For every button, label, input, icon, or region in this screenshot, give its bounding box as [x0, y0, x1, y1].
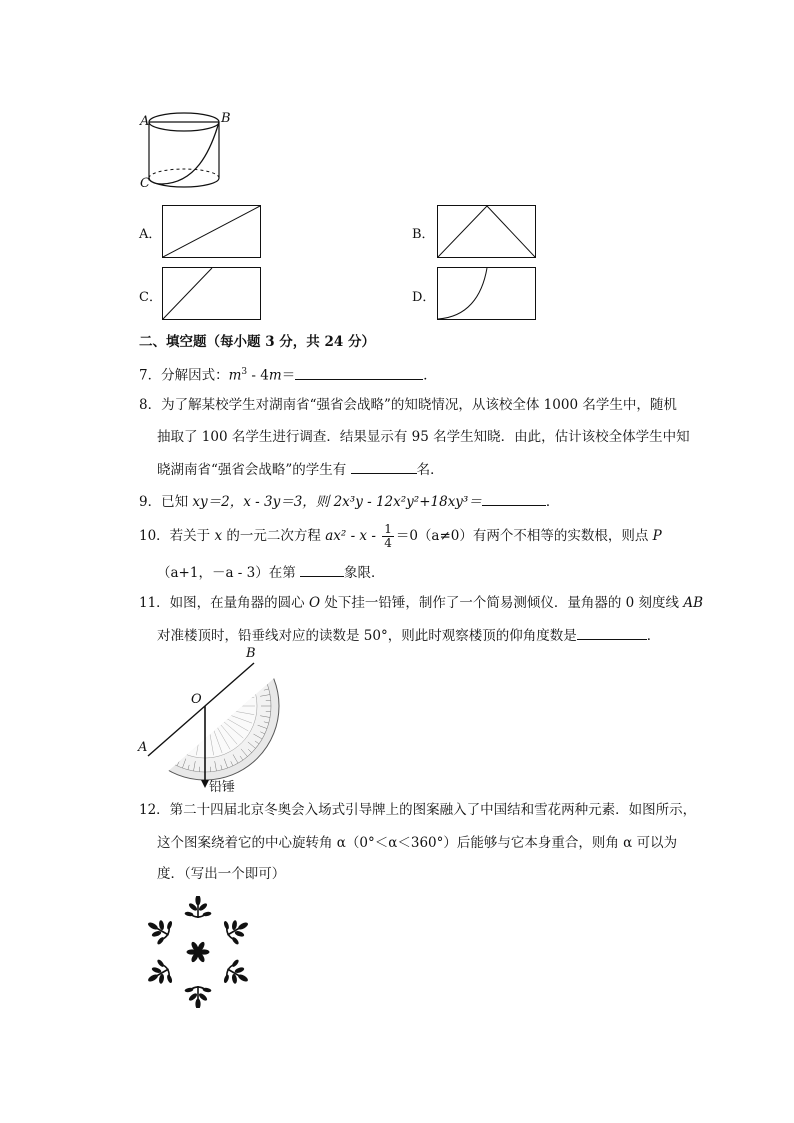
snowflake-arm: [141, 957, 175, 992]
protractor-tick: [158, 659, 162, 663]
protractor-tick: [221, 646, 222, 647]
snowflake-leaf: [147, 921, 159, 931]
protractor-tick: [141, 689, 146, 690]
protractor-tick: [151, 668, 155, 671]
protractor-figure: [140, 646, 290, 794]
fraction-one-quarter: $\frac{1}{4}$: [384, 522, 392, 550]
section-heading: 二、填空题（每小题 3 分，共 24 分）: [139, 334, 375, 350]
question-12-line-3: 度．（写出一个即可）: [157, 866, 286, 882]
snowflake-leaf: [156, 936, 165, 945]
question-12-line-1: 12．第二十四届北京冬奥会入场式引导牌上的图案融入了中国结和雪花两种元素．如图所示，: [139, 802, 697, 818]
snowflake-arm: [221, 911, 255, 946]
protractor-tick: [163, 655, 169, 663]
snowflake-leaf: [195, 999, 200, 1009]
protractor-tick: [188, 646, 189, 647]
protractor-tick: [154, 664, 162, 670]
snowflake-leaf: [231, 958, 240, 967]
protractor-tick: [163, 749, 169, 757]
snowflake-leaf: [166, 920, 173, 930]
q9-answer-blank[interactable]: [482, 491, 546, 506]
question-10-line-2: （a+1，－a - 3）在第 象限．: [157, 562, 385, 583]
protractor-tick: [194, 646, 196, 651]
snowflake-arm: [184, 986, 211, 1008]
snowflake-leaf: [237, 921, 249, 931]
question-12-line-2: 这个图案绕着它的中心旋转角 α（0°＜α＜360°）后能够与它本身重合，则角 α 可以为: [157, 835, 678, 851]
option-a-label: A．: [139, 227, 162, 242]
question-9: 9．已知 xy＝2，x - 3y＝3，则 2x³y - 12x²y²+18xy³＝ ．: [139, 491, 559, 512]
protractor-ray: [196, 657, 203, 696]
protractor-tick: [148, 673, 157, 678]
option-d-figure: [437, 267, 537, 321]
protractor-ray: [156, 697, 195, 704]
protractor-tick: [172, 754, 177, 763]
question-8-line-1: 8．为了解某校学生对湖南省“强省会战略”的知晓情况，从该校全体 1000 名学生中，随机: [139, 397, 677, 413]
protractor-ray: [173, 714, 199, 745]
question-8-line-3: 晓湖南省“强省会战略”的学生有 名．: [157, 459, 444, 480]
q10-answer-blank[interactable]: [300, 562, 344, 577]
plumb-label: 铅锤: [209, 780, 236, 795]
protractor-tick: [240, 652, 243, 656]
protractor-tick: [143, 683, 152, 686]
protractor-label-b: B: [246, 646, 256, 661]
protractor-tick: [148, 734, 157, 739]
option-a-figure: [162, 205, 262, 259]
protractor-tick: [215, 646, 217, 651]
snowflake-pattern: [140, 896, 256, 1008]
snowflake-leaf: [223, 920, 230, 930]
protractor-tick: [145, 732, 150, 734]
protractor-tick: [141, 722, 146, 723]
question-8-line-2: 抽取了 100 名学生进行调查．结果显示有 95 名学生知晓．由此，估计该校全体学生中知: [157, 429, 690, 445]
protractor-tick: [233, 649, 238, 658]
snowflake-leaf: [166, 974, 173, 984]
snowflake-center: [195, 949, 201, 955]
protractor-tick: [140, 716, 150, 718]
protractor-tick: [140, 695, 150, 697]
question-11-line-2: 对准楼顶时，铅垂线对应的读数是 50°，则此时观察楼顶的仰角度数是 ．: [157, 625, 660, 646]
snowflake-leaf: [195, 896, 200, 906]
cylinder-label-b: B: [221, 111, 231, 126]
snowflake-arm: [141, 911, 175, 946]
protractor-tick: [182, 646, 185, 653]
snowflake-arm: [184, 896, 211, 918]
protractor-ray: [208, 659, 222, 697]
protractor-ray: [158, 689, 196, 703]
protractor-tick: [167, 756, 170, 760]
protractor-tick: [143, 725, 152, 728]
protractor-ray: [158, 709, 196, 723]
option-b-label: B．: [412, 227, 435, 242]
snowflake-leaf: [223, 974, 230, 984]
protractor-tick: [260, 678, 265, 680]
option-c-figure: [162, 267, 262, 321]
protractor-tick: [177, 646, 179, 651]
snowflake-leaf: [147, 973, 159, 983]
protractor-tick: [151, 741, 155, 744]
snowflake-leaf: [156, 958, 165, 967]
protractor-tick: [145, 678, 150, 680]
option-d-label: D．: [412, 290, 436, 305]
protractor-label-o: O: [191, 692, 202, 707]
protractor-ray: [207, 657, 214, 696]
q8-answer-blank[interactable]: [351, 459, 417, 474]
protractor-ray: [211, 668, 237, 699]
question-7: 7．分解因式：$m^3 - 4m=$ ．: [139, 362, 437, 386]
protractor-tick: [231, 646, 233, 651]
protractor-tick: [224, 646, 227, 653]
q7-answer-blank[interactable]: [295, 365, 423, 380]
protractor-tick: [172, 649, 177, 658]
snowflake-leaf: [237, 973, 249, 983]
protractor-tick: [158, 749, 162, 753]
question-11-line-1: 11．如图，在量角器的圆心 O 处下挂一铅锤，制作了一个简易测倾仪．量角器的 0 刻度线 AB: [139, 595, 703, 611]
snowflake-arm: [221, 957, 255, 992]
protractor-ray: [188, 659, 202, 697]
protractor-tick: [253, 673, 262, 678]
protractor-ray: [156, 708, 195, 715]
option-b-figure: [437, 205, 537, 259]
protractor-ray: [214, 689, 252, 703]
protractor-tick: [167, 652, 170, 656]
snowflake-leaf: [231, 936, 240, 945]
q11-answer-blank[interactable]: [577, 625, 647, 640]
cylinder-label-c: C: [140, 176, 150, 191]
protractor-label-a: A: [138, 740, 148, 755]
protractor-tick: [255, 668, 259, 671]
question-10-line-1: 10．若关于 x 的一元二次方程 ax² - x - $\frac{1}{4}$ ＝0（a≠0）有两个不相等的实数根，则点 P: [139, 522, 662, 550]
cylinder-label-a: A: [140, 114, 150, 129]
option-c-label: C．: [139, 290, 162, 305]
